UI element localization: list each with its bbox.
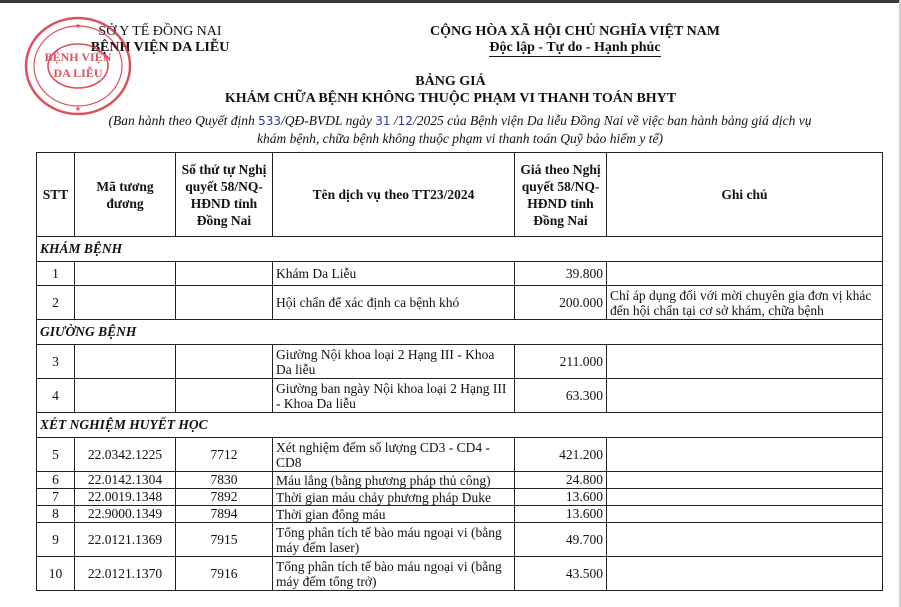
- cell-price: 39.800: [515, 262, 607, 286]
- table-row: [37, 557, 883, 591]
- table-row: [37, 262, 883, 286]
- cell-price: 63.300: [515, 379, 607, 413]
- cell-service-name: Giường Nội khoa loại 2 Hạng III - Khoa Da liễu: [273, 345, 515, 379]
- header-service-name: Tên dịch vụ theo TT23/2024: [273, 153, 515, 237]
- cell-price: 200.000: [515, 286, 607, 320]
- table-header-row: [37, 153, 883, 237]
- cell-note: [607, 506, 883, 523]
- cell-service-name: Thời gian máu chảy phương pháp Duke: [273, 489, 515, 506]
- table-row: [37, 379, 883, 413]
- cell-service-name: Máu lắng (bằng phương pháp thủ công): [273, 472, 515, 489]
- cell-stt: 1: [37, 262, 75, 286]
- table-row: [37, 472, 883, 489]
- cell-stt: 5: [37, 438, 75, 472]
- cell-stt: 2: [37, 286, 75, 320]
- cell-note: Chỉ áp dụng đối với mời chuyên gia đơn vị khác đến hội chẩn tại cơ sở khám, chữa bệnh: [607, 286, 883, 320]
- section-title: KHÁM BỆNH: [37, 237, 883, 262]
- section-row: [37, 320, 883, 345]
- cell-stt: 6: [37, 472, 75, 489]
- cell-service-name: Hội chẩn để xác định ca bệnh khó: [273, 286, 515, 320]
- cell-note: [607, 262, 883, 286]
- cell-resolution: 7892: [176, 489, 273, 506]
- issuance-note: [95, 112, 825, 147]
- decision-day: 31: [375, 114, 391, 128]
- cell-resolution: 7915: [176, 523, 273, 557]
- cell-note: [607, 472, 883, 489]
- cell-stt: 4: [37, 379, 75, 413]
- cell-code: 22.0342.1225: [75, 438, 176, 472]
- price-table: [36, 152, 883, 591]
- cell-stt: 7: [37, 489, 75, 506]
- cell-resolution: 7830: [176, 472, 273, 489]
- cell-code: [75, 286, 176, 320]
- section-title: XÉT NGHIỆM HUYẾT HỌC: [37, 413, 883, 438]
- table-row: [37, 438, 883, 472]
- header-stt: STT: [37, 153, 75, 237]
- cell-note: [607, 379, 883, 413]
- cell-stt: 3: [37, 345, 75, 379]
- cell-price: 211.000: [515, 345, 607, 379]
- issuance-text-d: /2025 của Bệnh viện Da liễu Đồng Nai về việc ban hành bảng giá dịch vụ: [412, 113, 812, 128]
- cell-service-name: Tổng phân tích tế bào máu ngoại vi (bằng máy đếm tổng trở): [273, 557, 515, 591]
- cell-resolution: 7894: [176, 506, 273, 523]
- document-title: BẢNG GIÁ: [415, 74, 486, 89]
- cell-stt: 8: [37, 506, 75, 523]
- table-row: [37, 489, 883, 506]
- hospital-name: BỆNH VIỆN DA LIỄU: [90, 40, 230, 55]
- cell-stt: 9: [37, 523, 75, 557]
- issuance-text-a: (Ban hành theo Quyết định: [108, 113, 259, 128]
- svg-text:BỆNH VIỆN: BỆNH VIỆN: [44, 50, 112, 64]
- issuance-text-line2: khám bệnh, chữa bệnh không thuộc phạm vi thanh toán Quỹ bảo hiểm y tế): [257, 131, 663, 146]
- section-row: [37, 237, 883, 262]
- cell-resolution: [176, 345, 273, 379]
- svg-text:★: ★: [74, 106, 82, 113]
- issuance-text-c: /: [390, 113, 398, 128]
- national-header: [420, 24, 730, 57]
- cell-code: [75, 262, 176, 286]
- cell-code: 22.0121.1370: [75, 557, 176, 591]
- cell-note: [607, 557, 883, 591]
- table-row: [37, 345, 883, 379]
- cell-resolution: 7916: [176, 557, 273, 591]
- cell-resolution: [176, 379, 273, 413]
- cell-service-name: Thời gian đông máu: [273, 506, 515, 523]
- header-code: Mã tương đương: [75, 153, 176, 237]
- header-resolution-number: Số thứ tự Nghị quyết 58/NQ-HĐND tỉnh Đồng Nai: [176, 153, 273, 237]
- cell-price: 421.200: [515, 438, 607, 472]
- cell-code: 22.0142.1304: [75, 472, 176, 489]
- cell-service-name: Xét nghiệm đếm số lượng CD3 - CD4 - CD8: [273, 438, 515, 472]
- header-note: Ghi chú: [607, 153, 883, 237]
- cell-resolution: [176, 286, 273, 320]
- table-row: [37, 523, 883, 557]
- decision-number: 533: [258, 114, 281, 128]
- cell-service-name: Khám Da Liễu: [273, 262, 515, 286]
- cell-resolution: [176, 262, 273, 286]
- cell-price: 13.600: [515, 489, 607, 506]
- cell-service-name: Giường ban ngày Nội khoa loại 2 Hạng III - Khoa Da liễu: [273, 379, 515, 413]
- cell-stt: 10: [37, 557, 75, 591]
- page-top-border: [0, 0, 901, 3]
- country-name: CỘNG HÒA XÃ HỘI CHỦ NGHĨA VIỆT NAM: [429, 24, 720, 39]
- section-title: GIƯỜNG BỆNH: [37, 320, 883, 345]
- cell-note: [607, 489, 883, 506]
- cell-resolution: 7712: [176, 438, 273, 472]
- cell-price: 13.600: [515, 506, 607, 523]
- cell-note: [607, 438, 883, 472]
- national-motto: Độc lập - Tự do - Hạnh phúc: [489, 40, 661, 55]
- cell-price: 24.800: [515, 472, 607, 489]
- cell-code: [75, 379, 176, 413]
- department-name: SỞ Y TẾ ĐỒNG NAI: [98, 24, 222, 39]
- cell-code: [75, 345, 176, 379]
- cell-price: 43.500: [515, 557, 607, 591]
- cell-code: 22.9000.1349: [75, 506, 176, 523]
- svg-text:★: ★: [74, 23, 82, 30]
- cell-service-name: Tổng phân tích tế bào máu ngoại vi (bằng máy đếm laser): [273, 523, 515, 557]
- cell-note: [607, 523, 883, 557]
- table-row: [37, 506, 883, 523]
- document-subject: KHÁM CHỮA BỆNH KHÔNG THUỘC PHẠM VI THANH TOÁN BHYT: [224, 91, 677, 106]
- cell-note: [607, 345, 883, 379]
- table-row: [37, 286, 883, 320]
- cell-code: 22.0121.1369: [75, 523, 176, 557]
- header-price: Giá theo Nghị quyết 58/NQ-HĐND tỉnh Đồng Nai: [515, 153, 607, 237]
- section-row: [37, 413, 883, 438]
- svg-text:DA LIỄU: DA LIỄU: [53, 66, 103, 80]
- issuance-text-b: /QĐ-BVDL ngày: [281, 113, 376, 128]
- decision-month: 12: [397, 114, 413, 128]
- cell-price: 49.700: [515, 523, 607, 557]
- cell-code: 22.0019.1348: [75, 489, 176, 506]
